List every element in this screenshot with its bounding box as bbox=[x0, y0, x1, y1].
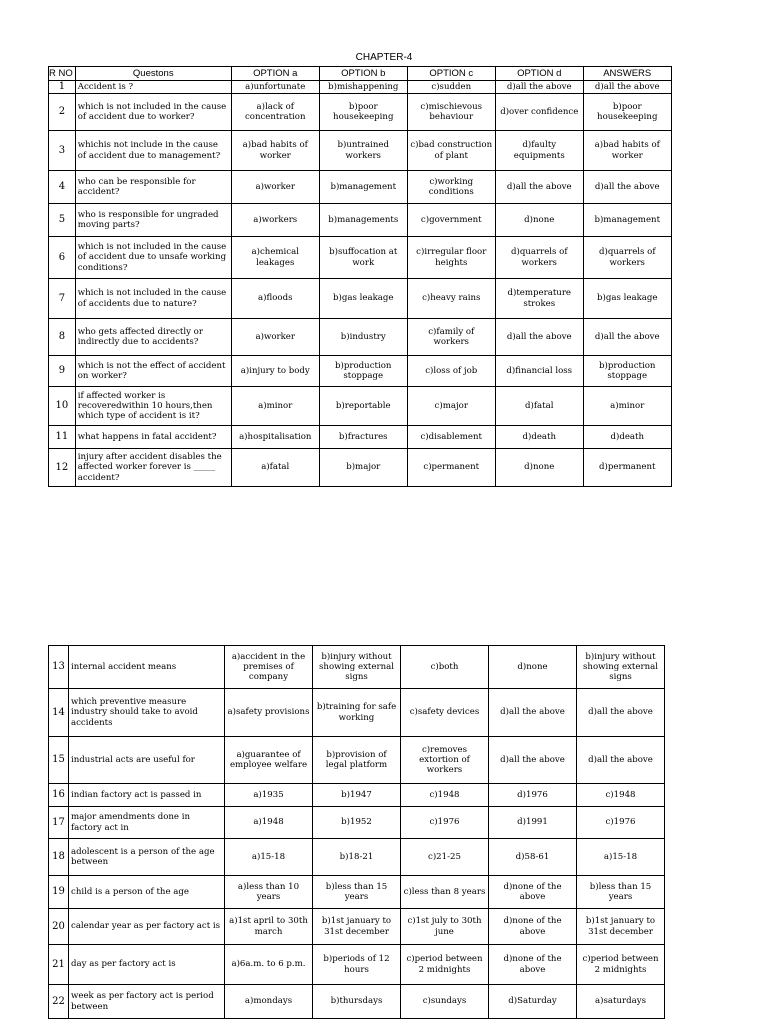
row-number: 22 bbox=[49, 985, 69, 1019]
option-c: c)government bbox=[407, 204, 495, 237]
option-a: a)accident in the premises of company bbox=[225, 646, 313, 689]
row-number: 9 bbox=[49, 356, 76, 387]
answer: d)all the above bbox=[583, 81, 671, 94]
row-number: 20 bbox=[49, 909, 69, 945]
option-a: a)1st april to 30th march bbox=[225, 909, 313, 945]
question-text: major amendments done in factory act in bbox=[69, 807, 225, 839]
option-a: a)lack of concentration bbox=[231, 94, 319, 131]
option-d: d)58-61 bbox=[489, 839, 577, 876]
option-d: d)1976 bbox=[489, 784, 577, 807]
option-d: d)1991 bbox=[489, 807, 577, 839]
question-text: Accident is ? bbox=[75, 81, 231, 94]
question-text: who can be responsible for accident? bbox=[75, 171, 231, 204]
answer: d)quarrels of workers bbox=[583, 237, 671, 279]
row-number: 10 bbox=[49, 387, 76, 426]
option-b: b)mishappening bbox=[319, 81, 407, 94]
option-a: a)guarantee of employee welfare bbox=[225, 737, 313, 784]
option-d: d)over confidence bbox=[495, 94, 583, 131]
row-number: 14 bbox=[49, 689, 69, 737]
option-c: c)heavy rains bbox=[407, 279, 495, 319]
option-b: b)1952 bbox=[313, 807, 401, 839]
question-text: which is not the effect of accident on worker? bbox=[75, 356, 231, 387]
table-row bbox=[49, 279, 672, 319]
row-number: 3 bbox=[49, 131, 76, 171]
header-option-d: OPTION d bbox=[495, 67, 583, 81]
option-b: b)suffocation at work bbox=[319, 237, 407, 279]
table-row bbox=[49, 387, 672, 426]
option-d: d)none bbox=[489, 646, 577, 689]
option-a: a)injury to body bbox=[231, 356, 319, 387]
option-a: a)1948 bbox=[225, 807, 313, 839]
row-number: 1 bbox=[49, 81, 76, 94]
option-c: c)both bbox=[401, 646, 489, 689]
answer: b)poor housekeeping bbox=[583, 94, 671, 131]
question-text: who is responsible for ungraded moving parts? bbox=[75, 204, 231, 237]
answer: d)all the above bbox=[577, 737, 665, 784]
row-number: 7 bbox=[49, 279, 76, 319]
answer: d)all the above bbox=[583, 319, 671, 356]
option-b: b)periods of 12 hours bbox=[313, 945, 401, 985]
option-a: a)unfortunate bbox=[231, 81, 319, 94]
table-row bbox=[49, 737, 665, 784]
header-option-c: OPTION c bbox=[407, 67, 495, 81]
option-b: b)industry bbox=[319, 319, 407, 356]
question-text: which is not included in the cause of accident due to worker? bbox=[75, 94, 231, 131]
question-text: day as per factory act is bbox=[69, 945, 225, 985]
row-number: 17 bbox=[49, 807, 69, 839]
row-number: 15 bbox=[49, 737, 69, 784]
table-row bbox=[49, 985, 665, 1019]
option-d: d)none bbox=[495, 449, 583, 487]
option-d: d)none bbox=[495, 204, 583, 237]
option-b: b)1st january to 31st december bbox=[313, 909, 401, 945]
option-a: a)15-18 bbox=[225, 839, 313, 876]
option-c: c)bad construction of plant bbox=[407, 131, 495, 171]
answer: b)less than 15 years bbox=[577, 876, 665, 909]
header-option-b: OPTION b bbox=[319, 67, 407, 81]
option-d: d)temperature strokes bbox=[495, 279, 583, 319]
option-d: d)all the above bbox=[495, 319, 583, 356]
question-text: which is not included in the cause of accidents due to nature? bbox=[75, 279, 231, 319]
option-a: a)mondays bbox=[225, 985, 313, 1019]
table-row bbox=[49, 81, 672, 94]
option-b: b)major bbox=[319, 449, 407, 487]
option-c: c)permanent bbox=[407, 449, 495, 487]
option-d: d)all the above bbox=[489, 737, 577, 784]
option-c: c)1st july to 30th june bbox=[401, 909, 489, 945]
option-a: a)minor bbox=[231, 387, 319, 426]
table-row bbox=[49, 945, 665, 985]
answer: d)permanent bbox=[583, 449, 671, 487]
row-number: 18 bbox=[49, 839, 69, 876]
question-text: calendar year as per factory act is bbox=[69, 909, 225, 945]
option-c: c)working conditions bbox=[407, 171, 495, 204]
option-c: c)sudden bbox=[407, 81, 495, 94]
option-a: a)worker bbox=[231, 171, 319, 204]
option-c: c)removes extortion of workers bbox=[401, 737, 489, 784]
option-b: b)injury without showing external signs bbox=[313, 646, 401, 689]
answer: c)1976 bbox=[577, 807, 665, 839]
table-row bbox=[49, 839, 665, 876]
question-text: indian factory act is passed in bbox=[69, 784, 225, 807]
option-a: a)bad habits of worker bbox=[231, 131, 319, 171]
table-row bbox=[49, 237, 672, 279]
question-text: whichis not include in the cause of accident due to management? bbox=[75, 131, 231, 171]
header-option-a: OPTION a bbox=[231, 67, 319, 81]
row-number: 8 bbox=[49, 319, 76, 356]
option-c: c)less than 8 years bbox=[401, 876, 489, 909]
question-text: if affected worker is recoveredwithin 10 hours,then which type of accident is it? bbox=[75, 387, 231, 426]
option-a: a)hospitalisation bbox=[231, 426, 319, 449]
option-a: a)worker bbox=[231, 319, 319, 356]
table-row bbox=[49, 94, 672, 131]
table-row bbox=[49, 356, 672, 387]
option-c: c)1948 bbox=[401, 784, 489, 807]
table-row bbox=[49, 909, 665, 945]
answer: c)period between 2 midnights bbox=[577, 945, 665, 985]
question-text: what happens in fatal accident? bbox=[75, 426, 231, 449]
option-b: b)training for safe working bbox=[313, 689, 401, 737]
option-a: a)6a.m. to 6 p.m. bbox=[225, 945, 313, 985]
option-d: d)none of the above bbox=[489, 945, 577, 985]
table-row bbox=[49, 131, 672, 171]
option-d: d)financial loss bbox=[495, 356, 583, 387]
answer: a)15-18 bbox=[577, 839, 665, 876]
row-number: 6 bbox=[49, 237, 76, 279]
option-c: c)major bbox=[407, 387, 495, 426]
option-d: d)none of the above bbox=[489, 876, 577, 909]
table-row bbox=[49, 204, 672, 237]
option-b: b)thursdays bbox=[313, 985, 401, 1019]
row-number: 12 bbox=[49, 449, 76, 487]
answer: d)all the above bbox=[583, 171, 671, 204]
option-c: c)family of workers bbox=[407, 319, 495, 356]
row-number: 5 bbox=[49, 204, 76, 237]
option-b: b)less than 15 years bbox=[313, 876, 401, 909]
questions-table-1 bbox=[48, 66, 672, 487]
answer: b)gas leakage bbox=[583, 279, 671, 319]
row-number: 21 bbox=[49, 945, 69, 985]
header-questions: Questons bbox=[75, 67, 231, 81]
option-c: c)sundays bbox=[401, 985, 489, 1019]
question-text: child is a person of the age bbox=[69, 876, 225, 909]
option-c: c)irregular floor heights bbox=[407, 237, 495, 279]
answer: a)saturdays bbox=[577, 985, 665, 1019]
option-b: b)managements bbox=[319, 204, 407, 237]
answer: b)production stoppage bbox=[583, 356, 671, 387]
header-answers: ANSWERS bbox=[583, 67, 671, 81]
option-b: b)poor housekeeping bbox=[319, 94, 407, 131]
row-number: 16 bbox=[49, 784, 69, 807]
option-d: d)all the above bbox=[495, 171, 583, 204]
answer: b)management bbox=[583, 204, 671, 237]
option-d: d)Saturday bbox=[489, 985, 577, 1019]
table-row bbox=[49, 449, 672, 487]
option-a: a)fatal bbox=[231, 449, 319, 487]
option-b: b)reportable bbox=[319, 387, 407, 426]
option-b: b)production stoppage bbox=[319, 356, 407, 387]
table-row bbox=[49, 784, 665, 807]
question-text: internal accident means bbox=[69, 646, 225, 689]
option-b: b)1947 bbox=[313, 784, 401, 807]
answer: c)1948 bbox=[577, 784, 665, 807]
option-d: d)none of the above bbox=[489, 909, 577, 945]
option-d: d)all the above bbox=[495, 81, 583, 94]
option-c: c)21-25 bbox=[401, 839, 489, 876]
answer: a)bad habits of worker bbox=[583, 131, 671, 171]
option-c: c)loss of job bbox=[407, 356, 495, 387]
question-text: which is not included in the cause of accident due to unsafe working conditions? bbox=[75, 237, 231, 279]
option-c: c)safety devices bbox=[401, 689, 489, 737]
answer: b)1st january to 31st december bbox=[577, 909, 665, 945]
option-d: d)all the above bbox=[489, 689, 577, 737]
question-text: week as per factory act is period between bbox=[69, 985, 225, 1019]
row-number: 11 bbox=[49, 426, 76, 449]
option-d: d)death bbox=[495, 426, 583, 449]
row-number: 13 bbox=[49, 646, 69, 689]
answer: d)all the above bbox=[577, 689, 665, 737]
table-row bbox=[49, 646, 665, 689]
question-text: who gets affected directly or indirectly due to accidents? bbox=[75, 319, 231, 356]
answer: a)minor bbox=[583, 387, 671, 426]
option-c: c)mischievous behaviour bbox=[407, 94, 495, 131]
questions-table-2 bbox=[48, 645, 665, 1019]
option-d: d)faulty equipments bbox=[495, 131, 583, 171]
option-b: b)management bbox=[319, 171, 407, 204]
chapter-title: CHAPTER-4 bbox=[355, 52, 413, 63]
option-a: a)1935 bbox=[225, 784, 313, 807]
answer: b)injury without showing external signs bbox=[577, 646, 665, 689]
question-text: injury after accident disables the affected worker forever is _____ accident? bbox=[75, 449, 231, 487]
table-row bbox=[49, 689, 665, 737]
table-header-row bbox=[49, 67, 672, 81]
table-row bbox=[49, 807, 665, 839]
option-c: c)disablement bbox=[407, 426, 495, 449]
option-b: b)fractures bbox=[319, 426, 407, 449]
table-row bbox=[49, 171, 672, 204]
question-text: industrial acts are useful for bbox=[69, 737, 225, 784]
table-row bbox=[49, 319, 672, 356]
option-a: a)less than 10 years bbox=[225, 876, 313, 909]
option-b: b)gas leakage bbox=[319, 279, 407, 319]
question-text: which preventive measure industry should take to avoid accidents bbox=[69, 689, 225, 737]
option-a: a)floods bbox=[231, 279, 319, 319]
option-d: d)fatal bbox=[495, 387, 583, 426]
header-sr-no: R NO bbox=[49, 67, 76, 81]
table-row bbox=[49, 876, 665, 909]
row-number: 19 bbox=[49, 876, 69, 909]
option-a: a)chemical leakages bbox=[231, 237, 319, 279]
answer: d)death bbox=[583, 426, 671, 449]
option-c: c)1976 bbox=[401, 807, 489, 839]
table-row bbox=[49, 426, 672, 449]
row-number: 4 bbox=[49, 171, 76, 204]
option-c: c)period between 2 midnights bbox=[401, 945, 489, 985]
option-b: b)provision of legal platform bbox=[313, 737, 401, 784]
question-text: adolescent is a person of the age between bbox=[69, 839, 225, 876]
row-number: 2 bbox=[49, 94, 76, 131]
option-d: d)quarrels of workers bbox=[495, 237, 583, 279]
option-a: a)workers bbox=[231, 204, 319, 237]
option-b: b)untrained workers bbox=[319, 131, 407, 171]
option-b: b)18-21 bbox=[313, 839, 401, 876]
option-a: a)safety provisions bbox=[225, 689, 313, 737]
